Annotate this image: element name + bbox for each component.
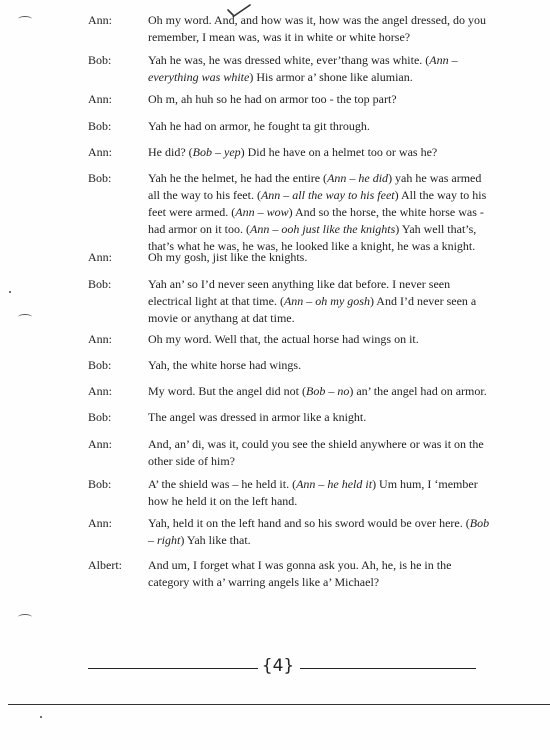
utterance-segment: Yah he was, he was dressed white, ever’thang was white. (	[148, 53, 430, 67]
utterance-segment: Yah he had on armor, he fought ta git through.	[148, 119, 370, 133]
utterance-segment: ) All the way to his feet were armed. (	[148, 188, 487, 219]
margin-punch-mark	[18, 614, 32, 620]
utterance-text	[148, 476, 493, 510]
utterance-segment: ) His armor a’ shone like alumian.	[249, 70, 413, 84]
speaker-name: Bob:	[88, 358, 112, 372]
speaker-name: Ann:	[88, 13, 112, 27]
utterance-segment: A’ the shield was – he held it. (	[148, 477, 297, 491]
utterance-segment: And, an’ di, was it, could you see the shield anywhere or was it on the other side of him?	[148, 437, 484, 468]
utterance-segment: ) Um hum, I ‘member how he held it on the left hand.	[148, 477, 478, 508]
utterance-segment: ) Yah well that’s, that’s what he was, he was, he looked like a knight, he was a knight.	[148, 222, 477, 253]
interjection-text: Bob – right	[148, 516, 490, 547]
utterance-text	[148, 515, 493, 549]
interjection-text: Ann – all the way to his feet	[260, 188, 395, 202]
utterance-segment: Oh my word. Well that, the actual horse had wings on it.	[148, 332, 419, 346]
utterance-text	[148, 118, 493, 135]
utterance-text	[148, 52, 493, 86]
utterance-segment: Yah he the helmet, he had the entire (	[148, 171, 328, 185]
margin-punch-mark	[18, 314, 32, 320]
utterance-segment: And um, I forget what I was gonna ask you. Ah, he, is he in the category with a’ warring angels like a’ Michael?	[148, 558, 452, 589]
interjection-text: Bob – no	[305, 384, 350, 398]
utterance-segment: ) an’ the angel had on armor.	[349, 384, 487, 398]
interjection-text: Ann – wow	[235, 205, 289, 219]
utterance-segment: Yah, the white horse had wings.	[148, 358, 302, 372]
speaker-name: Albert:	[88, 558, 122, 572]
utterance-segment: Yah an’ so I’d never seen anything like dat before. I never seen electrical light at that time. (	[148, 277, 451, 308]
utterance-segment: ) And I’d never seen a movie or anythang at dat time.	[148, 294, 477, 325]
utterance-segment: ) Did he have on a helmet too or was he?	[240, 145, 438, 159]
utterance-segment: He did? (	[148, 145, 193, 159]
utterance-segment: Oh my gosh, jist like the knights.	[148, 250, 308, 264]
speaker-name: Bob:	[88, 410, 112, 424]
utterance-text	[148, 436, 493, 470]
interjection-text: Ann – oh my gosh	[283, 294, 370, 308]
utterance-segment: ) yah he was armed all the way to his feet. (	[148, 171, 482, 202]
utterance-text	[148, 383, 493, 400]
utterance-segment: My word. But the angel did not (	[148, 384, 306, 398]
speaker-name: Ann:	[88, 384, 112, 398]
utterance-segment: ) Yah like that.	[180, 533, 251, 547]
utterance-segment: The angel was dressed in armor like a knight.	[148, 410, 367, 424]
speaker-name: Ann:	[88, 145, 112, 159]
speaker-name: Bob:	[88, 477, 112, 491]
utterance-text	[148, 91, 493, 108]
speaker-name: Bob:	[88, 277, 112, 291]
utterance-text	[148, 557, 493, 591]
utterance-segment: ) And so the horse, the white horse was - had armor on it too. (	[148, 205, 484, 236]
scan-speck	[9, 291, 11, 293]
interjection-text: Ann – everything was white	[148, 53, 458, 84]
margin-punch-mark	[18, 16, 32, 22]
utterance-text	[148, 12, 493, 46]
speaker-name: Ann:	[88, 250, 112, 264]
speaker-name: Ann:	[88, 332, 112, 346]
utterance-text	[148, 249, 493, 266]
utterance-segment: Oh my word. And, and how was it, how was the angel dressed, do you remember, I mean was, was it in white or white horse?	[148, 13, 486, 44]
utterance-text	[148, 170, 493, 255]
utterance-segment: Oh m, ah huh so he had on armor too - the top part?	[148, 92, 397, 106]
utterance-text	[148, 409, 493, 426]
speaker-name: Bob:	[88, 171, 112, 185]
speaker-name: Ann:	[88, 92, 112, 106]
speaker-name: Ann:	[88, 516, 112, 530]
scan-bottom-edge	[8, 704, 550, 705]
interjection-text: Bob – yep	[192, 145, 241, 159]
interjection-text: Ann – he did	[327, 171, 389, 185]
utterance-text	[148, 357, 493, 374]
page-number-left-rule	[88, 668, 258, 669]
interjection-text: Ann – he held it	[296, 477, 373, 491]
interjection-text: Ann – ooh just like the knights	[249, 222, 396, 236]
page-number: {4}	[261, 656, 295, 676]
utterance-segment: Yah, held it on the left hand and so his sword would be over here. (	[148, 516, 470, 530]
speaker-name: Bob:	[88, 119, 112, 133]
scan-speck	[40, 716, 42, 718]
utterance-text	[148, 276, 493, 327]
utterance-text	[148, 144, 493, 161]
utterance-text	[148, 331, 493, 348]
speaker-name: Bob:	[88, 53, 112, 67]
page-number-right-rule	[300, 668, 476, 669]
speaker-name: Ann:	[88, 437, 112, 451]
